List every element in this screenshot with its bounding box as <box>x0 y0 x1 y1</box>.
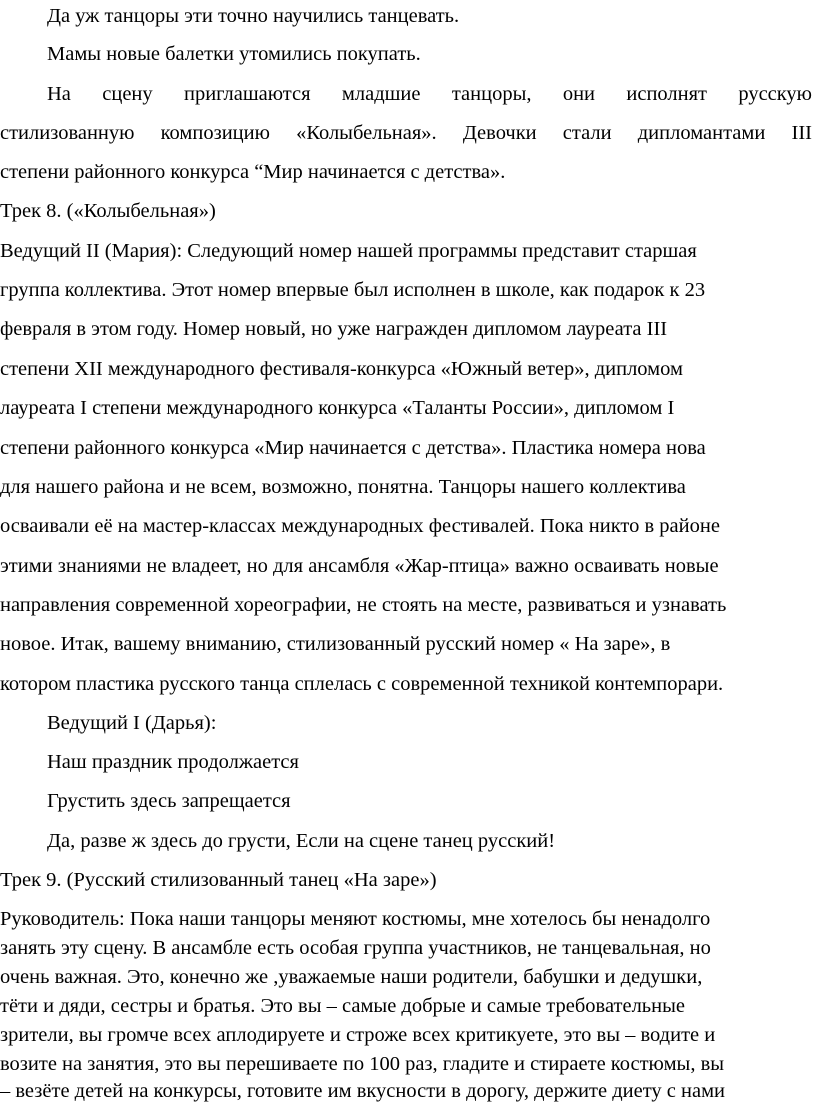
text-line-28: зрители, вы громче всех аплодируете и строже всех критикуете, это вы – водите и <box>0 1024 716 1046</box>
text-line-30: – везёте детей на конкурсы, готовите им вкусности в дорогу, держите диету с нами <box>0 1080 726 1102</box>
text-line-20: Наш праздник продолжается <box>47 751 299 773</box>
track-heading-9: Трек 9. (Русский стилизованный танец «На заре») <box>0 869 437 891</box>
track-heading-8: Трек 8. («Колыбельная») <box>0 200 216 222</box>
text-line-14: осваивали её на мастер-классах международных фестивалей. Пока никто в районе <box>0 515 720 537</box>
text-line-15: этими знаниями не владеет, но для ансамбля «Жар-птица» важно осваивать новые <box>0 555 719 577</box>
text-line-29: возите на занятия, это вы перешиваете по 100 раз, гладите и стираете костюмы, вы <box>0 1053 725 1075</box>
text-line-22: Да, разве ж здесь до грусти, Если на сцене танец русский! <box>47 830 556 852</box>
text-line-16: направления современной хореографии, не стоять на месте, развиваться и узнавать <box>0 594 727 616</box>
text-line-7: Ведущий II (Мария): Следующий номер нашей программы представит старшая <box>0 240 697 262</box>
text-line-5: степени районного конкурса “Мир начинается с детства». <box>0 161 506 183</box>
text-line-18: котором пластика русского танца сплелась с современной техникой контемпорари. <box>0 673 724 695</box>
text-line-8: группа коллектива. Этот номер впервые был исполнен в школе, как подарок к 23 <box>0 279 706 301</box>
text-line-1: Да уж танцоры эти точно научились танцевать. <box>47 5 460 27</box>
text-line-17: новое. Итак, вашему вниманию, стилизованный русский номер « На заре», в <box>0 633 671 655</box>
text-line-2: Мамы новые балетки утомились покупать. <box>47 43 421 65</box>
text-line-12: степени районного конкурса «Мир начинается с детства». Пластика номера нова <box>0 437 706 459</box>
text-line-24: Руководитель: Пока наши танцоры меняют костюмы, мне хотелось бы ненадолго <box>0 908 711 930</box>
text-line-27: тёти и дяди, сестры и братья. Это вы – самые добрые и самые требовательные <box>0 995 685 1017</box>
text-line-10: степени XII международного фестиваля-конкурса «Южный ветер», дипломом <box>0 358 683 380</box>
text-line-26: очень важная. Это, конечно же ,уважаемые наши родители, бабушки и дедушки, <box>0 966 703 988</box>
text-line-21: Грустить здесь запрещается <box>47 790 291 812</box>
text-line-9: февраля в этом году. Номер новый, но уже награжден дипломом лауреата III <box>0 318 668 340</box>
text-line-13: для нашего района и не всем, возможно, понятна. Танцоры нашего коллектива <box>0 476 686 498</box>
text-line-4: стилизованную композицию «Колыбельная». Девочки стали дипломантами III <box>0 122 812 144</box>
text-line-19: Ведущий I (Дарья): <box>47 712 217 734</box>
text-line-3: На сцену приглашаются младшие танцоры, они исполнят русскую <box>47 83 812 105</box>
text-line-11: лауреата I степени международного конкурса «Таланты России», дипломом I <box>0 397 675 419</box>
text-line-25: занять эту сцену. В ансамбле есть особая группа участников, не танцевальная, но <box>0 937 711 959</box>
